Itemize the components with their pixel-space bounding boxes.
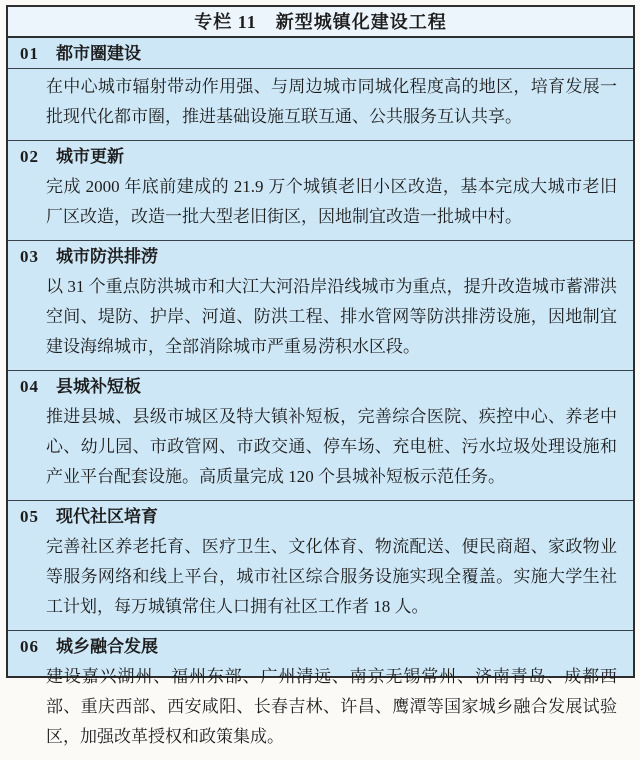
section-02 — [8, 141, 633, 241]
section-01 — [8, 38, 633, 141]
section-number: 04 — [20, 377, 39, 396]
section-body: 推进县城、县级市城区及特大镇补短板，完善综合医院、疾控中心、养老中心、幼儿园、市政管网、市政交通、停车场、充电桩、污水垃圾处理设施和产业平台配套设施。高质量完成 120 个县城补短板示范任务。 — [46, 407, 617, 486]
section-body: 在中心城市辐射带动作用强、与周边城市同城化程度高的地区，培育发展一批现代化都市圈，推进基础设施互联互通、公共服务互认共享。 — [46, 77, 617, 126]
section-heading: 城市更新 — [56, 147, 124, 166]
section-number: 05 — [20, 507, 39, 526]
section-01-header — [8, 38, 633, 69]
box-title: 专栏 11 新型城镇化建设工程 — [8, 7, 633, 38]
section-number: 03 — [20, 247, 39, 266]
section-heading: 现代社区培育 — [56, 507, 158, 526]
section-03-header — [8, 241, 633, 269]
section-03 — [8, 241, 633, 371]
section-body: 完成 2000 年底前建成的 21.9 万个城镇老旧小区改造，基本完成大城市老旧厂区改造，改造一批大型老旧街区，因地制宜改造一批城中村。 — [46, 177, 617, 226]
section-body: 建设嘉兴湖州、福州东部、广州清远、南京无锡常州、济南青岛、成都西部、重庆西部、西安咸阳、长春吉林、许昌、鹰潭等国家城乡融合发展试验区，加强改革授权和政策集成。 — [46, 667, 617, 746]
section-heading: 城市防洪排涝 — [56, 247, 158, 266]
section-number: 06 — [20, 637, 39, 656]
section-05 — [8, 501, 633, 631]
section-number: 01 — [20, 44, 39, 63]
feature-box — [6, 5, 635, 746]
section-02-header — [8, 141, 633, 169]
section-heading: 都市圈建设 — [56, 44, 141, 63]
section-body: 以 31 个重点防洪城市和大江大河沿岸沿线城市为重点，提升改造城市蓄滞洪空间、堤防、护岸、河道、防洪工程、排水管网等防洪排涝设施，因地制宜建设海绵城市，全部消除城市严重易涝积水区段。 — [46, 277, 617, 356]
section-heading: 县城补短板 — [56, 377, 141, 396]
section-body: 完善社区养老托育、医疗卫生、文化体育、物流配送、便民商超、家政物业等服务网络和线上平台，城市社区综合服务设施实现全覆盖。实施大学生社工计划，每万城镇常住人口拥有社区工作者 18 人。 — [46, 537, 617, 616]
section-06-header — [8, 631, 633, 659]
section-05-header — [8, 501, 633, 529]
section-04-header — [8, 371, 633, 399]
section-06 — [8, 631, 633, 760]
section-number: 02 — [20, 147, 39, 166]
section-heading: 城乡融合发展 — [56, 637, 158, 656]
section-04 — [8, 371, 633, 501]
